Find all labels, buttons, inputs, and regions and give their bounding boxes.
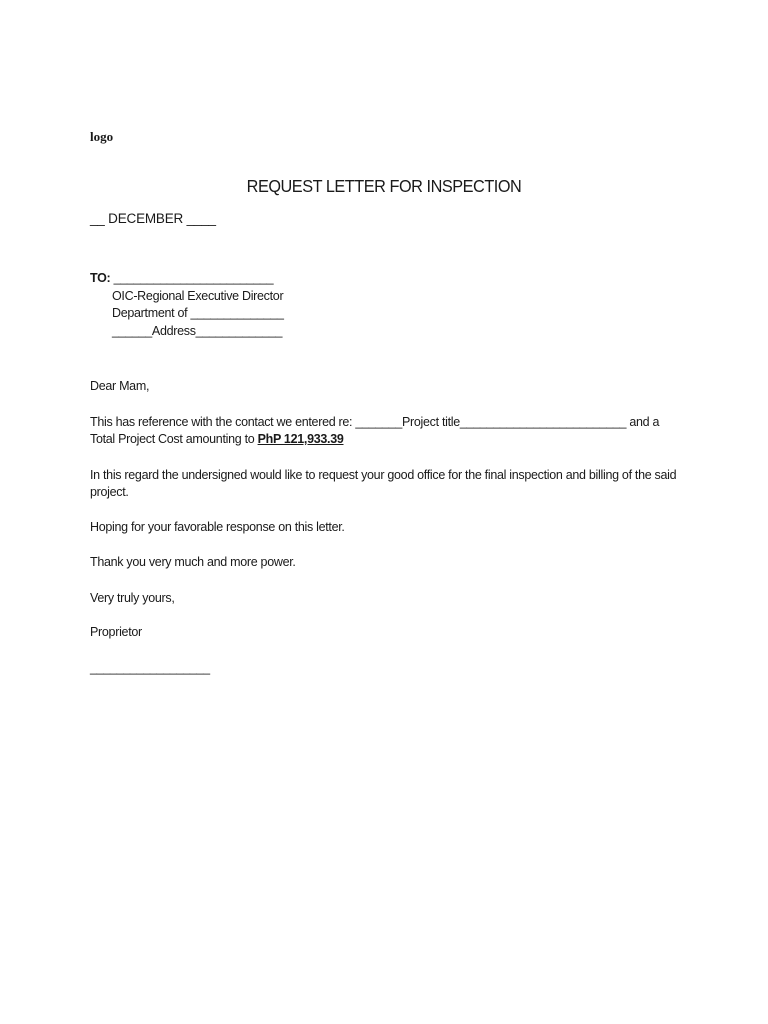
letter-title: REQUEST LETTER FOR INSPECTION xyxy=(246,176,522,196)
hoping-paragraph: Hoping for your favorable response on this letter. xyxy=(90,519,345,534)
letter-body xyxy=(90,378,678,677)
salutation: Dear Mam, xyxy=(90,379,150,393)
project-cost-amount: PhP 121,933.39 xyxy=(257,432,344,446)
to-label: TO: xyxy=(90,271,111,285)
reference-paragraph xyxy=(90,414,678,449)
thanks-paragraph: Thank you very much and more power. xyxy=(90,555,296,569)
letter-date: __ DECEMBER ____ xyxy=(90,211,216,226)
signature-line: __________________ xyxy=(90,660,210,675)
recipient-address: ______Address_____________ xyxy=(112,323,283,338)
request-paragraph: In this regard the undersigned would like to request your good office for the final inspection and billing of the said project. xyxy=(90,467,677,499)
to-line xyxy=(90,270,284,288)
logo-placeholder: logo xyxy=(90,129,114,144)
closing: Very truly yours, xyxy=(90,590,175,605)
reference-text: This has reference with the contact we entered re: _______Project title_________________________ and a Total Project Cost amounting to xyxy=(90,414,660,446)
recipient-block xyxy=(90,270,284,340)
to-blank: ________________________ xyxy=(110,271,274,285)
recipient-position: OIC-Regional Executive Director xyxy=(112,288,284,303)
recipient-department: Department of ______________ xyxy=(112,306,284,320)
signatory-title: Proprietor xyxy=(90,625,142,639)
